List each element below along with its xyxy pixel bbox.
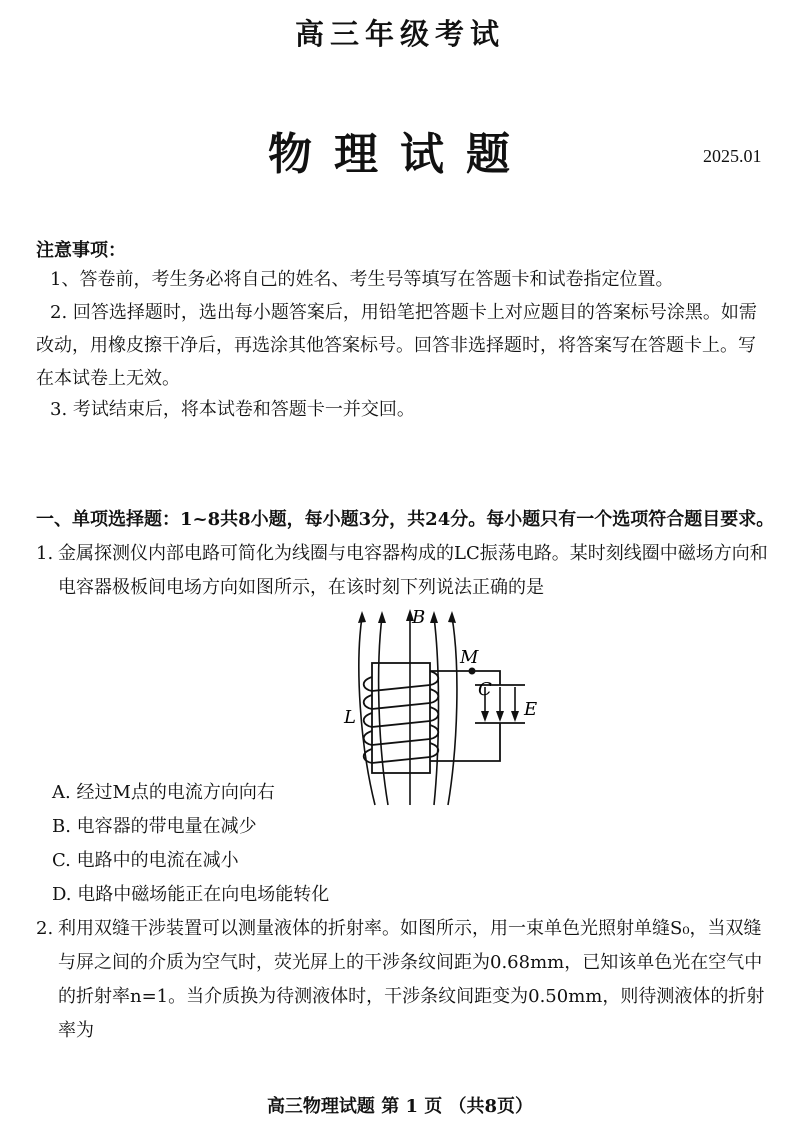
label-l: L xyxy=(344,707,356,728)
question-1 xyxy=(36,537,768,605)
notice-item-1: 1、答卷前，考生务必将自己的姓名、考生号等填写在答题卡和试卷指定位置。 xyxy=(50,269,674,290)
arrow-down-icon xyxy=(481,711,489,722)
arrow-down-icon xyxy=(511,711,519,722)
question-1-text: 金属探测仪内部电路可简化为线圈与电容器构成的LC振荡电路。某时刻线圈中磁场方向和电容器极板间电场方向如图所示，在该时刻下列说法正确的是 xyxy=(58,543,768,598)
arrow-up-icon xyxy=(430,611,438,623)
arrow-up-icon xyxy=(358,611,366,623)
coil-core xyxy=(372,663,430,773)
question-2-text: 利用双缝干涉装置可以测量液体的折射率。如图所示，用一束单色光照射单缝S₀，当双缝与屏之间的介质为空气时，荧光屏上的干涉条纹间距为0.68mm，已知该单色光在空气中的折射率n=1。当介质换为待测液体时，干涉条纹间距变为0.50mm，则待测液体的折射率为 xyxy=(58,918,765,1041)
notice-heading: 注意事项： xyxy=(36,240,126,261)
option-b: B. 电容器的带电量在减少 xyxy=(52,816,257,837)
label-b: B xyxy=(412,607,426,628)
field-line xyxy=(448,617,457,805)
label-e: E xyxy=(524,699,538,720)
question-2-number: 2. xyxy=(36,918,54,939)
arrow-up-icon xyxy=(448,611,456,623)
arrow-down-icon xyxy=(496,711,504,722)
point-m xyxy=(469,668,476,675)
exam-header: 高三年级考试 xyxy=(294,17,505,51)
option-a: A. 经过M点的电流方向向右 xyxy=(52,782,275,803)
option-d: D. 电路中磁场能正在向电场能转化 xyxy=(52,884,330,905)
coil-windings xyxy=(364,671,439,763)
notice-item-3: 3. 考试结束后，将本试卷和答题卡一并交回。 xyxy=(50,399,415,420)
notice-item-2: 2. 回答选择题时，选出每小题答案后，用铅笔把答题卡上对应题目的答案标号涂黑。如需改动，用橡皮擦干净后，再选涂其他答案标号。回答非选择题时，将答案写在答题卡上。写在本试卷上无效。 xyxy=(36,302,757,389)
arrow-up-icon xyxy=(378,611,386,623)
question-2 xyxy=(36,912,768,1048)
question-1-number: 1. xyxy=(36,543,54,564)
option-c: C. 电路中的电流在减小 xyxy=(52,850,239,871)
field-line xyxy=(379,617,388,805)
subject-title: 物理试题 xyxy=(268,129,532,180)
label-c: C xyxy=(478,679,492,700)
section-title: 一、单项选择题：1~8共8小题，每小题3分，共24分。每小题只有一个选项符合题目要求。 xyxy=(36,509,775,530)
exam-date: 2025.01 xyxy=(703,146,762,166)
label-m: M xyxy=(460,647,479,668)
lc-circuit-figure xyxy=(330,605,540,810)
page-footer: 高三物理试题 第 1 页 （共8页） xyxy=(266,1096,534,1117)
